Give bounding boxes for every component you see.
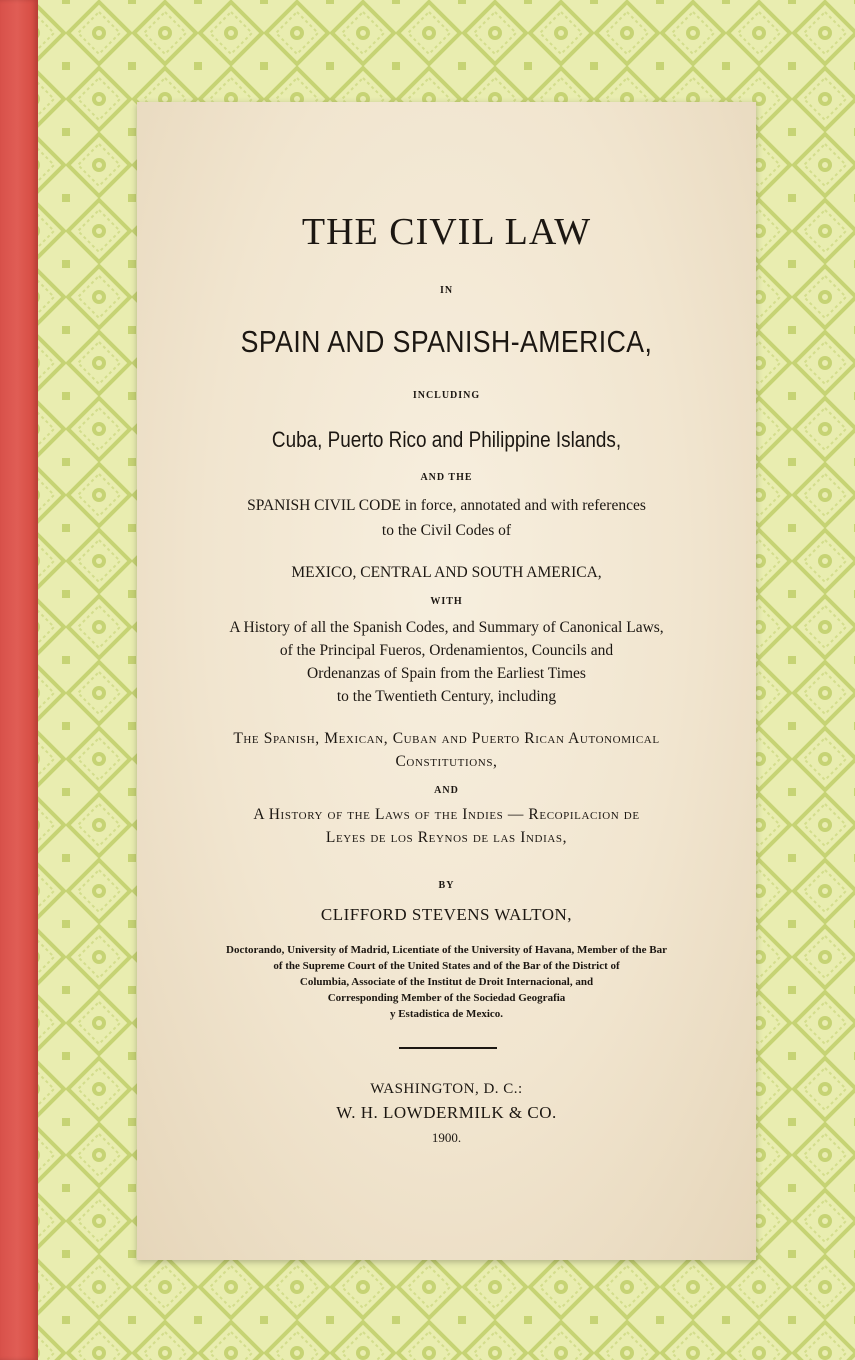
history-line: A History of all the Spanish Codes, and Summary of Canonical Laws, [229, 619, 664, 636]
connector-including: INCLUDING [412, 390, 481, 401]
connector-and: AND [434, 785, 459, 796]
author-credential-line: Doctorando, University of Madrid, Licentiate of the University of Havana, Member of the Bar [226, 944, 667, 956]
constitutions-line: Constitutions, [395, 753, 498, 770]
connector-and-the: AND THE [420, 472, 473, 483]
author-name: CLIFFORD STEVENS WALTON, [320, 905, 573, 924]
constitutions-line: The Spanish, Mexican, Cuban and Puerto Rican Autonomical [233, 730, 660, 747]
publication-place: WASHINGTON, D. C.: [370, 1081, 523, 1097]
author-credential-line: y Estadistica de Mexico. [389, 1008, 504, 1020]
code-line-2: to the Civil Codes of [381, 522, 512, 539]
divider-rule [399, 1047, 497, 1049]
book-spine [0, 0, 38, 1360]
islands-line: Cuba, Puerto Rico and Philippine Islands, [271, 427, 622, 452]
code-line-1: SPANISH CIVIL CODE in force, annotated and with references [247, 497, 646, 514]
book-subtitle: SPAIN AND SPANISH-AMERICA, [240, 324, 653, 359]
indies-line: A History of the Laws of the Indies — Recopilacion de [253, 806, 640, 823]
indies-line: Leyes de los Reynos de las Indias, [325, 829, 568, 846]
book-title: THE CIVIL LAW [301, 211, 592, 253]
history-line: Ordenanzas of Spain from the Earliest Times [307, 665, 586, 682]
history-line: to the Twentieth Century, including [336, 688, 557, 705]
publisher-name: W. H. LOWDERMILK & CO. [336, 1103, 557, 1122]
author-credential-line: Corresponding Member of the Sociedad Geografia [327, 992, 566, 1004]
history-line: of the Principal Fueros, Ordenamientos, Councils and [279, 642, 614, 659]
author-credential-line: Columbia, Associate of the Institut de Droit Internacional, and [299, 976, 594, 988]
author-credential-line: of the Supreme Court of the United States and of the Bar of the District of [273, 960, 620, 972]
regions-line: MEXICO, CENTRAL AND SOUTH AMERICA, [291, 564, 602, 581]
connector-by: BY [438, 880, 455, 891]
connector-with: WITH [430, 596, 463, 607]
publication-year: 1900. [431, 1130, 462, 1145]
title-page [137, 102, 756, 1260]
connector-in: IN [439, 285, 454, 296]
